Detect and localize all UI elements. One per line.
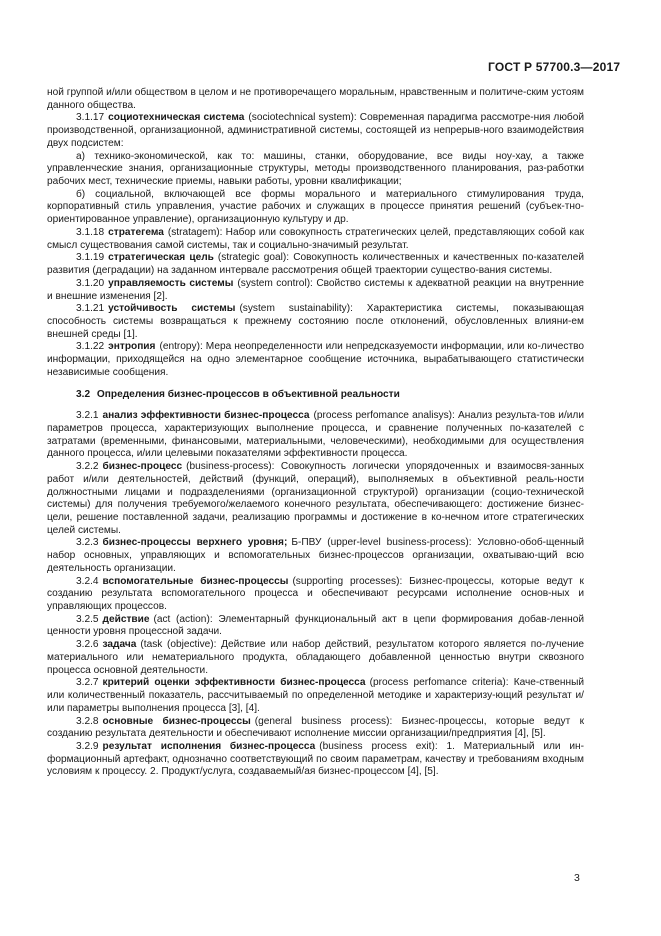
definition-number: 3.1.17 [76,112,105,124]
definition-3-2-4 [47,576,584,614]
definition-text: (business-process): Совокупность логически упорядоченных и взаимосвя-занных работ и/или деятельностей, действий (функций, операций), выполняемых в объективной реаль-ности должностными лицами и подразделениями (организационной структурой) организации (социо-технической системы) для получения требуемого/желаемого конечного результата, обеспечивающего: достижение бизнес-цели, решение поставленной задачи, реализацию программы и достижение в ко-нечном итоге стратегических целей системы. [47,461,584,536]
definition-number: 3.2.4 [76,575,99,587]
definition-3-2-8 [47,716,584,741]
definition-term: устойчивость системы [108,303,236,315]
definition-number: 3.2.8 [76,715,99,727]
definition-term: энтропия [108,341,156,353]
definition-term: результат исполнения бизнес-процесса [102,740,316,752]
definition-text: (strategic goal): Совокупность количественных и качественных по-казателей развития (деградации) на заданном интервале рассмотрения общей траектории существо-вания системы. [47,252,585,277]
definition-3-1-18 [47,227,584,252]
definition-text: (supporting processes): Бизнес-процессы, которые ведут к созданию результата вспомогательного процесса и обеспечивают ресурсами исполнение основ-ных и управляющих процессов. [47,575,584,613]
intro-paragraph: ной группой и/или обществом в целом и не противоречащего моральным, нравственным и политиче-ским устоям данного общества. [47,87,584,111]
definition-term: задача [102,639,137,651]
definition-term: вспомогательные бизнес-процессы [102,575,289,587]
definition-text: (task (objective): Действие или набор действий, результатом которого является по-лучение материального или нематериального продукта, обладающего добавленной ценностью внутри сквозного процесса основной деятельности. [47,639,584,676]
definition-3-2-2 [47,461,584,537]
definition-3-2-6 [47,639,584,677]
definition-number: 3.1.21 [76,303,105,315]
definition-3-2-1 [47,410,584,461]
definition-text: (business process exit): 1. Материальный или ин-формационный артефакт, однозначно соответствующий по своим параметрам, качеству и требованиям входным условиям к процессу. 2. Продукт/услуга, создаваемый/ая бизнес-процессом [4], [5]. [47,740,584,778]
definition-term: бизнес-процесс [102,461,183,473]
definition-number: 3.2.6 [76,639,99,651]
definition-3-1-19 [47,252,584,277]
definition-number: 3.1.19 [76,252,105,264]
definition-number: 3.2.2 [76,461,99,473]
definition-term: стратегическая цель [108,252,214,264]
definition-3-2-5 [47,614,584,639]
definition-number: 3.1.18 [76,226,105,238]
definition-number: 3.2.9 [76,740,99,752]
definition-text: (system control): Свойство системы к адекватной реакции на внутренние и внешние изменения [2]. [47,277,584,302]
definition-term: действие [102,613,150,625]
definition-text: (general business process): Бизнес-процессы, которые ведут к созданию результата деятельности и обеспечивают исполнение миссии организации/предприятия [4], [5]. [47,715,585,740]
definition-3-1-21 [47,303,584,341]
definition-text: (entropy): Мера неопределенности или непредсказуемости информации, или ко-личество информации, приходящейся на одно элементарное сообщение источника, вырабатывающего статистически независимые сообщения. [47,341,584,378]
definition-text: (system sustainability): Характеристика системы, показывающая способность системы возвращаться к прежнему состоянию после отклонений, обусловленных влияни-ем внешней среды [1]. [47,303,584,340]
document-header: ГОСТ Р 57700.3—2017 [488,60,621,74]
definition-text: (sociotechnical system): Современная парадигма рассмотре-ния любой производственной, организационной, административной системы, состоящей из непрерыв-ного взаимодействия двух подсистем: [47,112,585,149]
definition-3-2-9 [47,741,584,779]
definition-3-1-20 [47,278,584,303]
definition-term: социотехническая система [108,112,245,124]
definition-text: (act (action): Элементарный функциональный акт в цепи формирования добав-ленной ценности уровня процессной задачи. [47,613,584,638]
definition-term: стратегема [108,226,164,238]
document-body [47,87,584,779]
definition-number: 3.2.1 [76,410,99,422]
definition-text: (stratagem): Набор или совокупность стратегических целей, представляющих собой как смысл существования самой системы, так и социально-значимый результат. [47,226,584,251]
definition-3-2-7 [47,677,584,715]
definition-term: критерий оценки эффективности бизнес-процесса [102,677,366,689]
definition-term: бизнес-процессы верхнего уровня; [102,537,288,549]
definition-number: 3.1.20 [76,277,105,289]
definition-term: основные бизнес-процессы [102,715,251,727]
definition-term: анализ эффективности бизнес-процесса [102,410,310,422]
definition-text: (process perfomance analisys): Анализ результа-тов и/или параметров процесса, характеризующих выполнение процесса, и сравнение полученных по-казателей с затратами (временными, финансовыми, материальными, человеческими), необходимыми для осуществления данного процесса, и/или целевыми показателями эффективности процесса. [47,410,584,460]
section-title: Определения бизнес-процессов в объективной реальности [96,388,400,400]
definition-number: 3.2.5 [76,613,99,625]
page-number: 3 [574,872,580,884]
definition-number: 3.1.22 [76,341,105,353]
list-item-b: б) социальной, включающей все формы морального и материального стимулирования труда, корпоративный стиль управления, участие рабочих и служащих в процессе принятия решений (субъек-тно-ориентированное управление), организационную культуру и др. [47,188,584,226]
definition-3-1-17 [47,112,584,150]
section-number: 3.2 [76,388,91,400]
definition-number: 3.2.3 [76,537,99,549]
definition-3-1-22 [47,341,584,379]
definition-text: (process perfomance criteria): Каче-ственный или количественный показатель, рассчитываемый по определенной методике и характеризу-ющий результат и/или параметры выполнения процесса [3], [4]. [47,677,585,714]
definition-term: управляемость системы [108,277,234,289]
definition-number: 3.2.7 [76,677,99,689]
definition-3-2-3 [47,537,584,575]
list-item-a: а) технико-экономической, как то: машины, станки, оборудование, все виды ноу-хау, а также управленческие знания, организационные структуры, методы производственного планирования, раз-работки рабочих мест, технические приемы, навыки работы, уровни квалификации; [47,150,584,188]
section-heading-3-2 [47,389,584,402]
definition-text: Б-ПВУ (upper-level business-process): Условно-обоб-щенный набор основных, управляющих и вспомогательных бизнес-процессов организации, охватываю-щий всю деятельность организации. [47,537,584,574]
